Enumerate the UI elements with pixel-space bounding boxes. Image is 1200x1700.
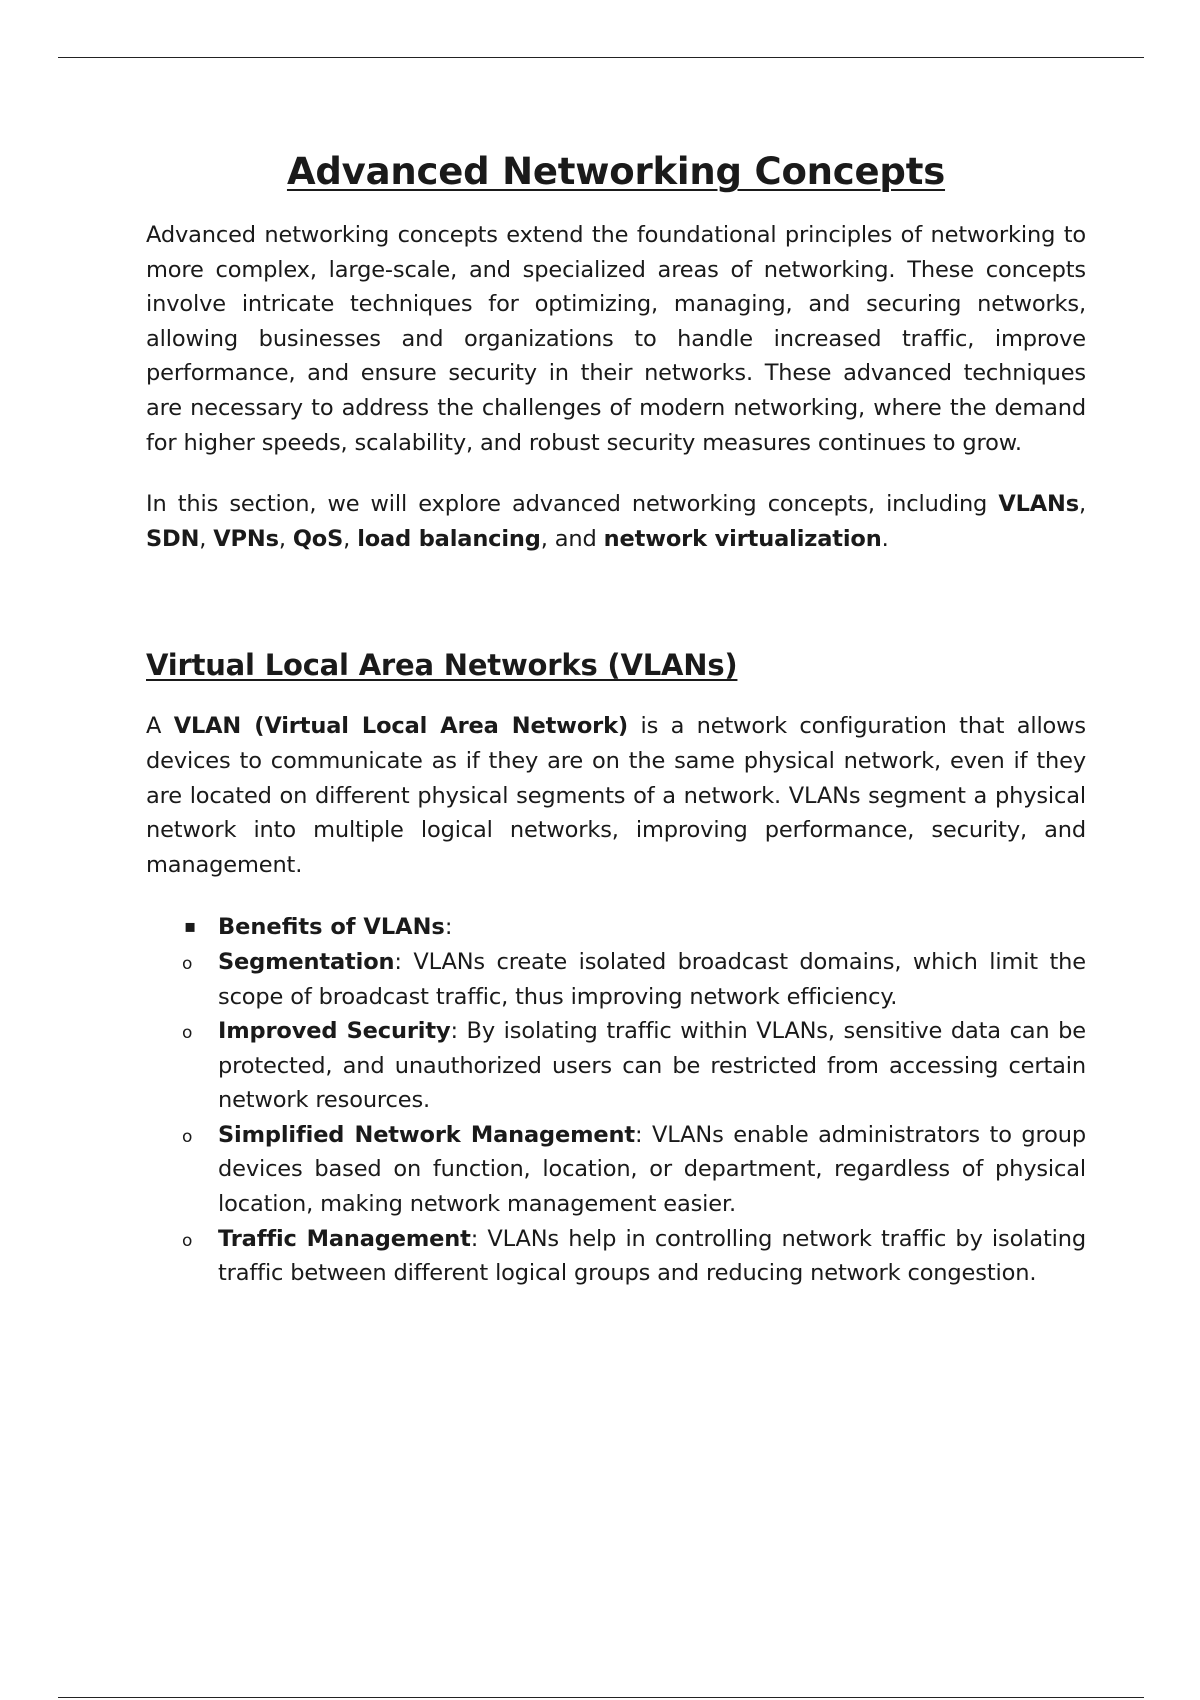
explore-sep: , (343, 525, 358, 552)
explore-paragraph (146, 487, 1086, 556)
benefit-term: Simplified Network Management (218, 1121, 635, 1148)
explore-term-network-virtualization: network virtualization (603, 525, 882, 552)
explore-term-vlans: VLANs (998, 491, 1079, 518)
explore-sep: , (1078, 491, 1086, 518)
benefit-text: : VLANs create isolated broadcast domains, which limit the scope of broadcast traffic, thus improving network efficiency. (218, 948, 1086, 1010)
explore-term-sdn: SDN (146, 525, 200, 552)
intro-paragraph: Advanced networking concepts extend the foundational principles of networking to more complex, large-scale, and specialized areas of networking. These concepts involve intricate techniques for optimizing, managing, and securing networks, allowing businesses and organizations to handle increased traffic, improve performance, and ensure security in their networks. These advanced techniques are necessary to address the challenges of modern networking, where the demand for higher speeds, scalability, and robust security measures continues to grow. (146, 222, 1086, 456)
definition-term: VLAN (Virtual Local Area Network) (173, 713, 629, 740)
benefit-text: : VLANs enable administrators to group devices based on function, location, or department, regardless of physical location, making network management easier. (218, 1121, 1086, 1218)
document-body (146, 146, 1086, 1291)
explore-sep: , (199, 525, 214, 552)
explore-term-load-balancing: load balancing (357, 525, 541, 552)
list-item (182, 1118, 1086, 1222)
header-rule (58, 57, 1144, 58)
explore-sep: , (278, 525, 293, 552)
explore-lead: In this section, we will explore advanced networking concepts, including (146, 491, 999, 518)
benefits-list (146, 910, 1086, 1291)
definition-lead: A (146, 713, 174, 740)
benefit-text: : By isolating traffic within VLANs, sensitive data can be protected, and unauthorized users can be restricted from accessing certain network resources. (218, 1018, 1086, 1114)
benefits-list-item (146, 910, 1086, 1291)
circle-bullet-icon: o (182, 1230, 193, 1251)
definition-text: is a network configuration that allows devices to communicate as if they are on the same physical network, even if they are located on different physical segments of a network. VLANs segment a physical network into multiple logical networks, improving performance, security, and management. (146, 713, 1086, 878)
footer-rule (58, 1697, 1144, 1698)
benefit-term: Traffic Management (218, 1225, 471, 1252)
explore-term-qos: QoS (292, 525, 344, 552)
benefit-term: Improved Security (218, 1018, 451, 1045)
list-item (182, 1014, 1086, 1118)
page-title: Advanced Networking Concepts (286, 150, 946, 193)
list-item (182, 945, 1086, 1014)
circle-bullet-icon: o (182, 953, 193, 974)
benefit-term: Segmentation (218, 948, 395, 975)
vlan-definition-paragraph (146, 709, 1086, 882)
section-heading-vlans: Virtual Local Area Networks (VLANs) (146, 648, 738, 683)
explore-sep: , and (540, 525, 604, 552)
benefit-text: : VLANs help in controlling network traffic by isolating traffic between different logical groups and reducing network congestion. (218, 1225, 1086, 1287)
explore-term-vpns: VPNs (213, 525, 279, 552)
circle-bullet-icon: o (182, 1126, 193, 1147)
list-item (182, 1222, 1086, 1291)
benefits-label: Benefits of VLANs (218, 914, 445, 941)
circle-bullet-icon: o (182, 1023, 193, 1044)
benefits-sublist (182, 945, 1086, 1291)
explore-end: . (881, 525, 889, 552)
benefits-colon: : (444, 914, 453, 941)
square-bullet-icon: ▪ (184, 916, 197, 938)
